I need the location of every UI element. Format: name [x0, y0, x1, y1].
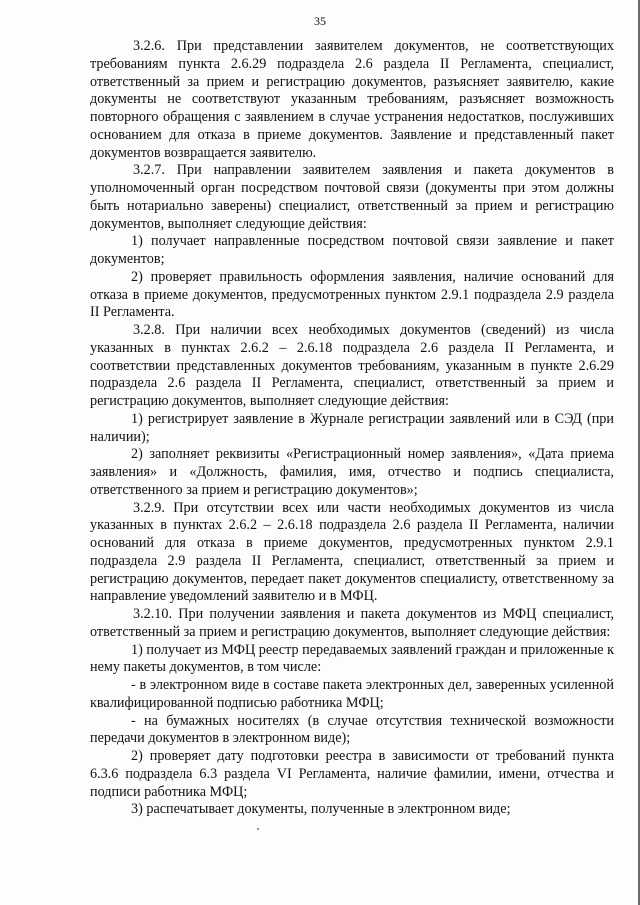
list-item: 1) получает направленные посредством почтовой связи заявление и пакет документов;	[90, 233, 614, 267]
scan-speck	[257, 828, 259, 830]
paragraph-3-2-10: 3.2.10. При получении заявления и пакета документов из МФЦ специалист, ответственный за прием и регистрацию документов, выполняет следующие действия:	[90, 606, 614, 640]
list-item: 1) получает из МФЦ реестр передаваемых заявлений граждан и приложенные к нему пакеты документов, в том числе:	[90, 641, 614, 676]
page-number: 35	[314, 14, 326, 28]
paragraph-3-2-7: 3.2.7. При направлении заявителем заявления и пакета документов в уполномоченный орган посредством почтовой связи (документы при этом должны быть нотариально заверены) специалист, ответственный за прием и регистрацию документов, выполняет следующие действия:	[90, 162, 614, 232]
list-item: 2) проверяет дату подготовки реестра в зависимости от требований пункта 6.3.6 подраздела 6.3 раздела VI Регламента, наличие фамилии, имени, отчества и подписи работника МФЦ;	[90, 748, 614, 800]
paragraph-3-2-9: 3.2.9. При отсутствии всех или части необходимых документов из числа указанных в пунктах 2.6.2 – 2.6.18 подраздела 2.6 раздела II Регламента, наличии оснований для отказа в приеме документов, предусмотренных пунктом 2.9.1 подраздела 2.9 раздела II Регламента, специалист, ответственный за прием и регистрацию документов, передает пакет документов специалисту, ответственному за направление уведомлений заявителю и в МФЦ.	[90, 499, 614, 605]
paragraph-3-2-6: 3.2.6. При представлении заявителем документов, не соответствующих требованиям пункта 2.6.29 подраздела 2.6 раздела II Регламента, специалист, ответственный за прием и регистрацию документов, разъясняет заявителю, какие документы не соответствуют указанным требованиям, разъясняет возможность повторного обращения с заявлением в случае устранения недостатков, послуживших основанием для отказа в приеме документов. Заявление и представленный пакет документов возвращается заявителю.	[90, 38, 614, 161]
list-item: 2) проверяет правильность оформления заявления, наличие оснований для отказа в приеме документов, предусмотренных пунктом 2.9.1 подраздела 2.9 раздела II Регламента.	[90, 268, 614, 321]
list-item: 3) распечатывает документы, полученные в электронном виде;	[131, 801, 511, 818]
paragraph-3-2-8: 3.2.8. При наличии всех необходимых документов (сведений) из числа указанных в пунктах 2.6.2 – 2.6.18 подраздела 2.6 раздела II Регламента, и соответствии представленных документов требованиям, указанным в пункте 2.6.29 подраздела 2.6 раздела II Регламента, специалист, ответственный за прием и регистрацию документов, выполняет следующие действия:	[90, 322, 614, 409]
list-item: 1) регистрирует заявление в Журнале регистрации заявлений или в СЭД (при наличии);	[90, 410, 614, 445]
page-body	[90, 38, 614, 819]
list-item: - на бумажных носителях (в случае отсутствия технической возможности передачи документов в электронном виде);	[90, 712, 614, 747]
list-item: - в электронном виде в составе пакета электронных дел, заверенных усиленной квалифицированной подписью работника МФЦ;	[90, 677, 614, 711]
list-item: 2) заполняет реквизиты «Регистрационный номер заявления», «Дата приема заявления» и «Должность, фамилия, имя, отчество и подпись специалиста, ответственного за прием и регистрацию документов»;	[90, 446, 614, 498]
